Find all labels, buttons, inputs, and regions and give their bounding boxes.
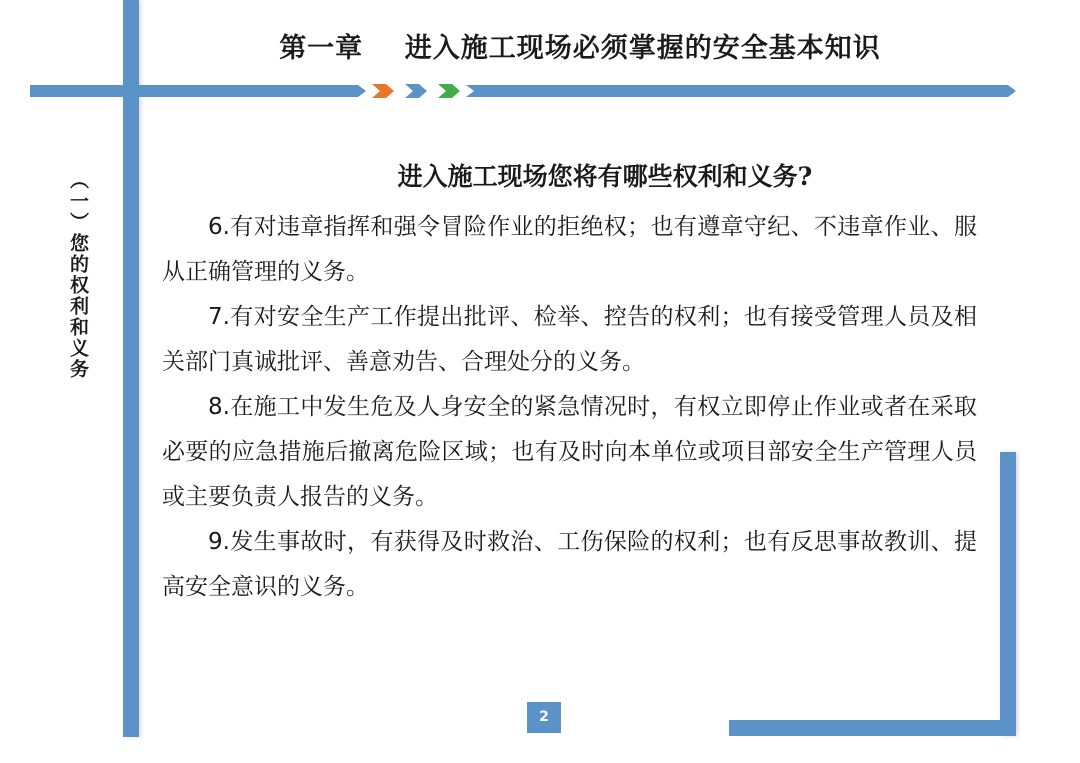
top-bar-right xyxy=(474,85,1008,97)
chapter-title: 第一章 进入施工现场必须掌握的安全基本知识 xyxy=(279,33,881,64)
section-side-label: （一）您的权利和义务 xyxy=(67,170,89,380)
corner-bracket-horizontal xyxy=(729,720,1016,736)
corner-bracket-vertical xyxy=(1000,452,1016,736)
content-body xyxy=(162,205,977,610)
paragraph-item: 9.发生事故时，有获得及时救治、工伤保险的权利；也有反思事故教训、提高安全意识的义务。 xyxy=(162,529,977,600)
paragraph-item: 8.在施工中发生危及人身安全的紧急情况时，有权立即停止作业或者在采取必要的应急措施后撤离危险区域；也有及时向本单位或项目部安全生产管理人员或主要负责人报告的义务。 xyxy=(162,394,977,510)
paragraph-item: 6.有对违章指挥和强令冒险作业的拒绝权；也有遵章守纪、不违章作业、服从正确管理的义务。 xyxy=(162,214,977,285)
section-title: 进入施工现场您将有哪些权利和义务? xyxy=(397,162,813,191)
left-vertical-bar xyxy=(123,0,139,737)
chevron-blue-icon xyxy=(405,84,427,98)
chevron-green-icon xyxy=(438,84,460,98)
top-bar-left xyxy=(30,85,358,97)
chevron-orange-icon xyxy=(372,84,394,98)
page-number: 2 xyxy=(527,702,561,733)
paragraph-item: 7.有对安全生产工作提出批评、检举、控告的权利；也有接受管理人员及相关部门真诚批评、善意劝告、合理处分的义务。 xyxy=(162,304,977,375)
